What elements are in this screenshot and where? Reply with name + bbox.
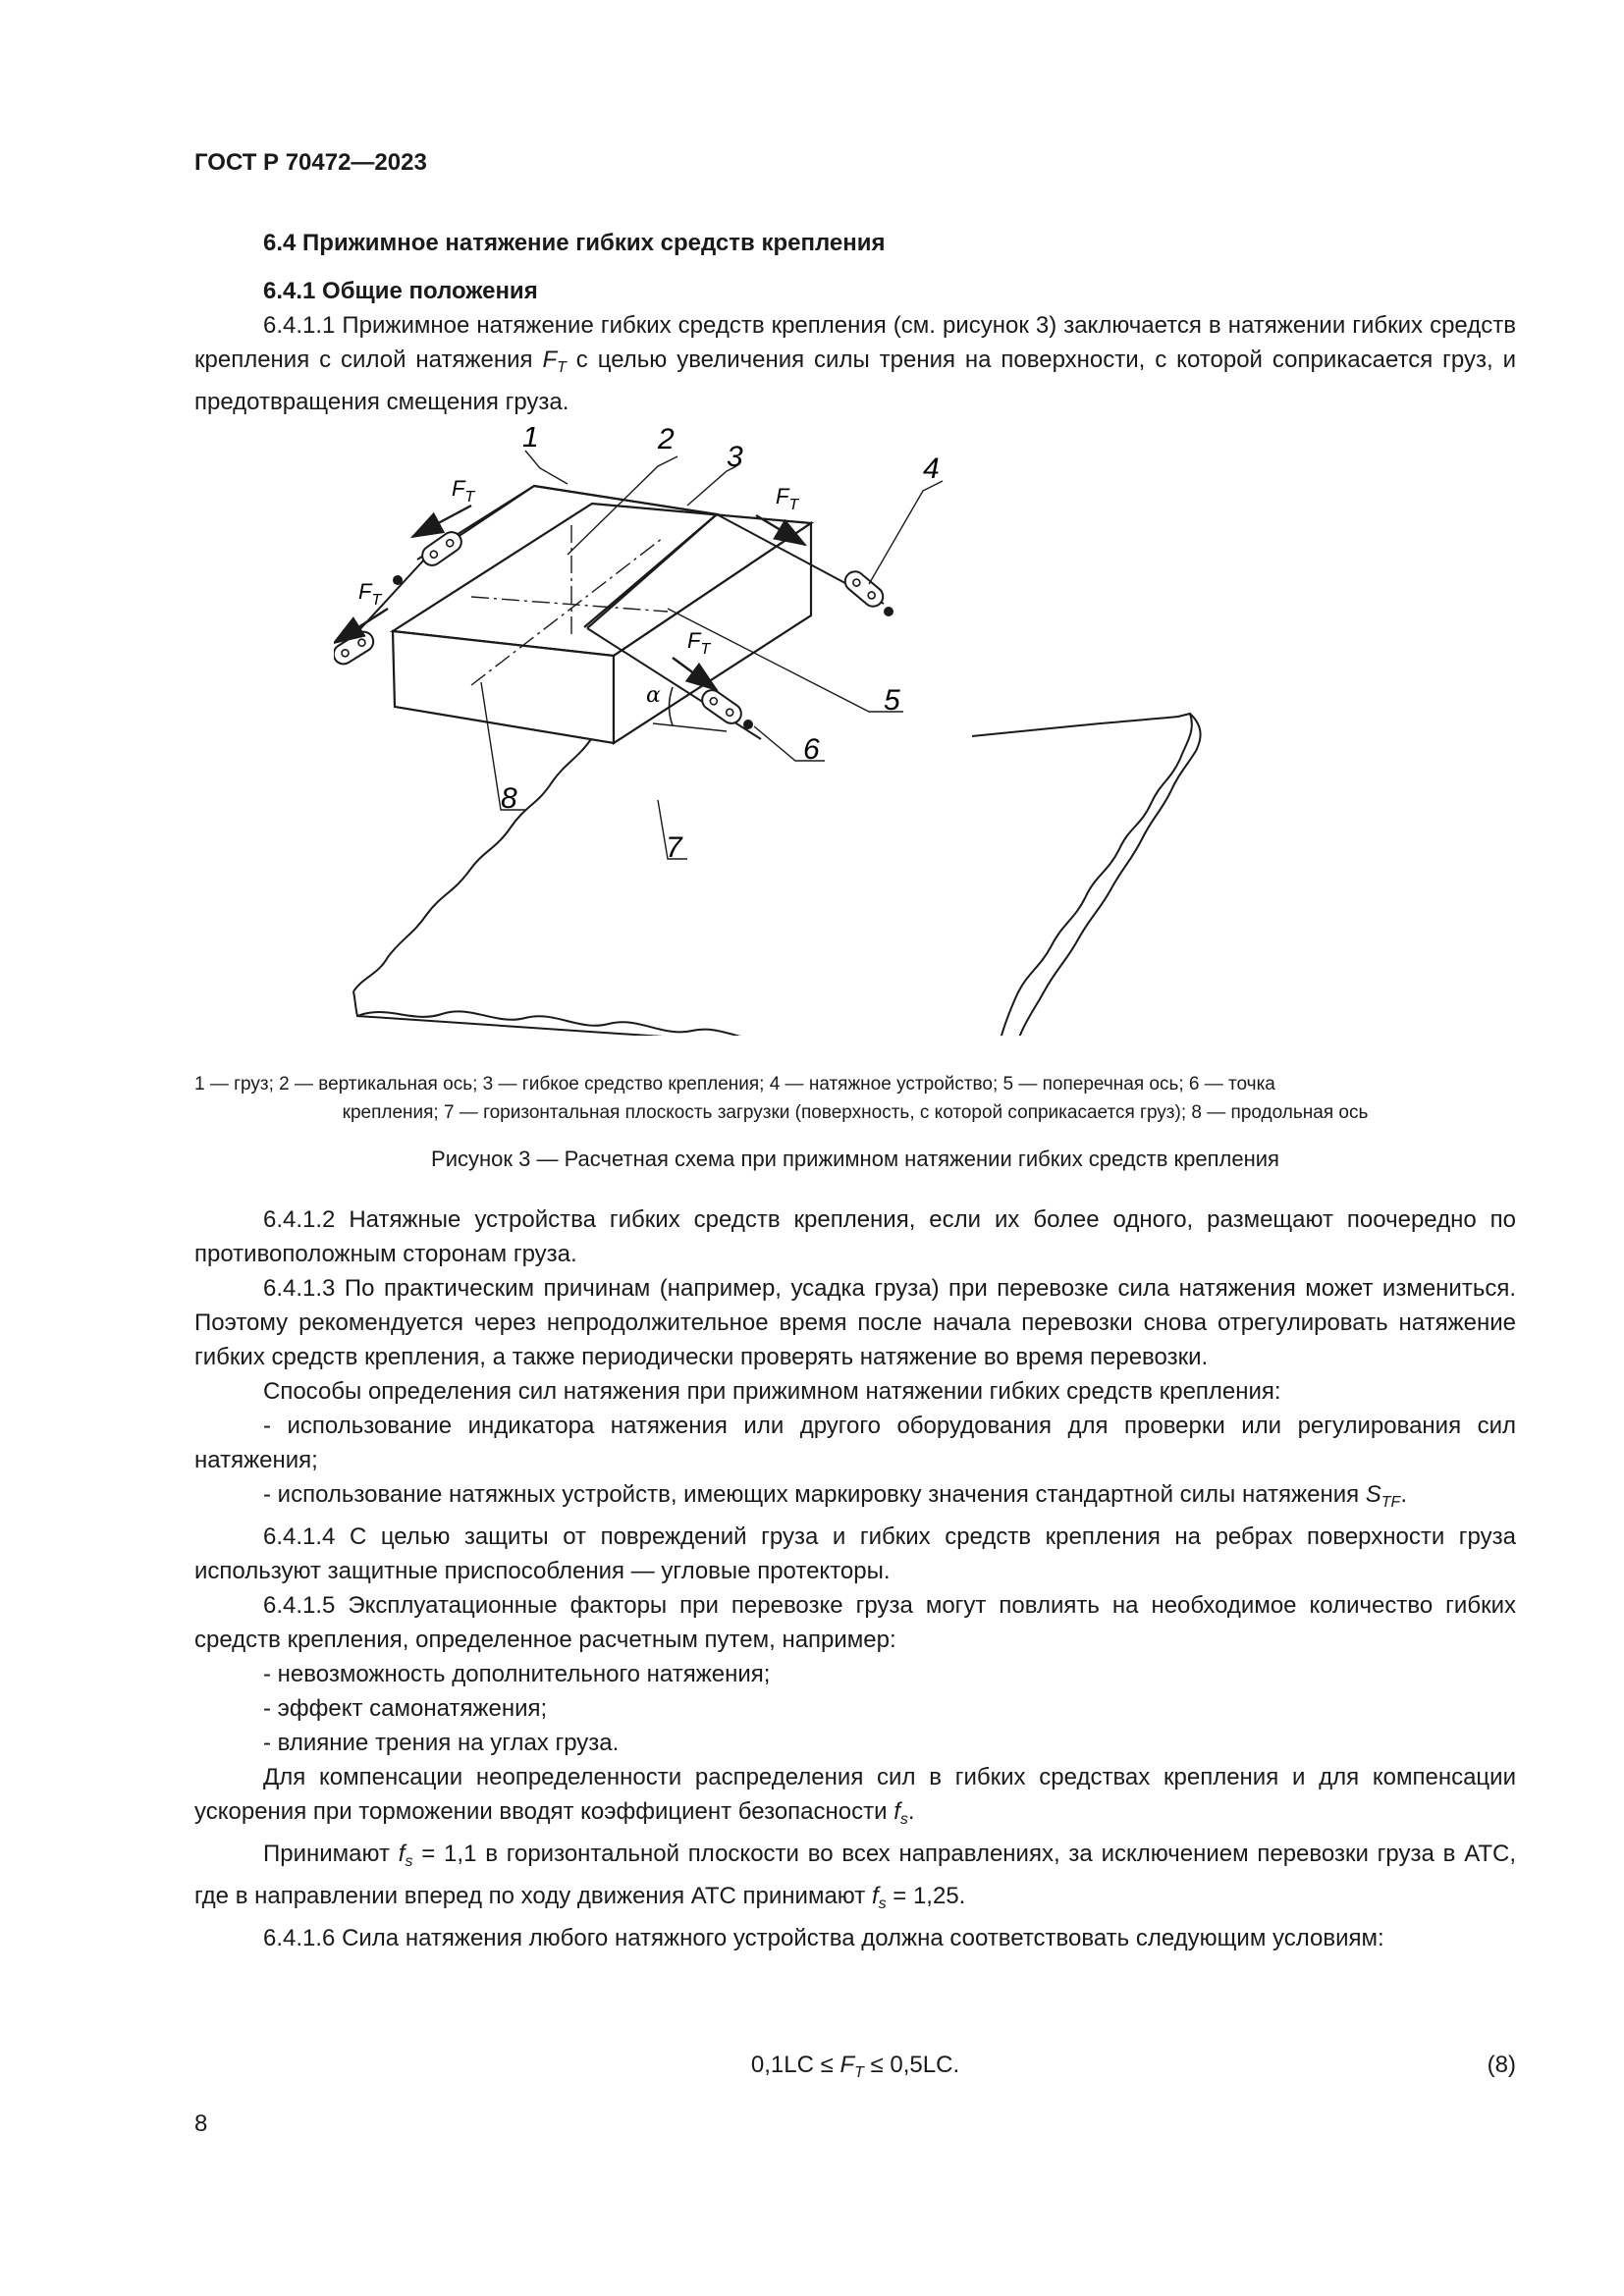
- subsection-title: 6.4.1 Общие положения: [263, 278, 538, 304]
- figure-legend: [194, 1070, 1516, 1127]
- callout-label-6: 6: [803, 733, 820, 766]
- force-label-3: $F_T$: [776, 484, 799, 513]
- alpha-symbol: α: [646, 683, 661, 708]
- paragraph-6-4-1-4: 6.4.1.4 С целью защиты от повреждений груза и гибких средств крепления на ребрах поверхности груза используют защитные приспособления — угловые протекторы.: [194, 1523, 1516, 1584]
- anchor-point-left-upper: [393, 575, 403, 585]
- callout-label-3: 3: [727, 441, 743, 473]
- surface-front-edge: [353, 991, 1001, 1036]
- tension-device-left-lower: [334, 628, 377, 667]
- legend-line-1: 1 — груз; 2 — вертикальная ось; 3 — гибкое средство крепления; 4 — натяжное устройство; 5 — поперечная ось; 6 — точка: [194, 1074, 1275, 1095]
- figure-caption: Рисунок 3 — Расчетная схема при прижимном натяжении гибких средств крепления: [431, 1147, 1279, 1171]
- document-header: ГОСТ Р 70472—2023: [194, 149, 427, 176]
- paragraph-6-4-1-6: 6.4.1.6 Сила натяжения любого натяжного устройства должна соответствовать следующим условиям:: [263, 1925, 1384, 1951]
- figure-3-diagram: [334, 427, 1335, 1036]
- tension-device-front: [698, 686, 745, 727]
- formula-expression: $0,1LC \le F_T \le 0,5LC$.: [750, 2052, 960, 2081]
- paragraph-6-4-1-3: 6.4.1.3 По практическим причинам (например, усадка груза) при перевозке сила натяжения может измениться. Поэтому рекомендуется через непродолжительное время после начала перевозки снова отрегулировать натяжение гибких средств крепления, а также периодически проверять натяжение во время перевозки.: [194, 1275, 1516, 1370]
- list-item-devices: - использование натяжных устройств, имеющих маркировку значения стандартной силы натяжения $S_{TF}$.: [263, 1481, 1407, 1511]
- section-title: 6.4 Прижимное натяжение гибких средств крепления: [263, 230, 886, 256]
- callout-label-5: 5: [884, 684, 900, 717]
- paragraph-6-4-1-1: 6.4.1.1 Прижимное натяжение гибких средств крепления (см. рисунок 3) заключается в натяжении гибких средств крепления с силой натяжения $F_T$ с целью увеличения силы трения на поверхности, с которой соприкасается груз, и предотвращения смещения груза.: [194, 312, 1516, 415]
- surface-left-edge: [353, 712, 617, 991]
- alpha-reference-line: [653, 723, 727, 731]
- callout-label-4: 4: [923, 453, 940, 485]
- body-text: [194, 1202, 1516, 1955]
- tension-device-left-upper: [418, 528, 465, 569]
- list-item-indicator: - использование индикатора натяжения или другого оборудования для проверки или регулирования сил натяжения;: [194, 1413, 1516, 1473]
- force-label-2: $F_T$: [358, 579, 382, 609]
- leader-line-1: [525, 451, 568, 484]
- paragraph-safety-factor: Для компенсации неопределенности распределения сил в гибких средствах крепления и для компенсации ускорения при торможении вводят коэффициент безопасности $f_s$.: [194, 1764, 1516, 1828]
- list-item-2: - эффект самонатяжения;: [263, 1695, 548, 1722]
- callout-label-8: 8: [501, 782, 517, 815]
- list-item-3: - влияние трения на углах груза.: [263, 1730, 620, 1756]
- force-label-1: $F_T$: [452, 476, 475, 506]
- page-number: 8: [194, 2110, 208, 2137]
- surface-thickness-wave: [357, 1011, 1001, 1036]
- paragraph-methods: Способы определения сил натяжения при прижимном натяжении гибких средств крепления:: [263, 1378, 1281, 1405]
- paragraph-6-4-1-5: 6.4.1.5 Эксплуатационные факторы при перевозке груза могут повлиять на необходимое количество гибких средств крепления, определенное расчетным путем, например:: [194, 1592, 1516, 1653]
- paragraph-fs-values: Принимают $f_s = 1,1$ в горизонтальной плоскости во всех направлениях, за исключением перевозки груза в АТС, где в направлении вперед по ходу движения АТС принимают $f_s = 1,25$.: [194, 1841, 1516, 1912]
- leader-line-4: [869, 481, 943, 584]
- intro-block: [194, 226, 1516, 419]
- paragraph-6-4-1-2: 6.4.1.2 Натяжные устройства гибких средств крепления, если их более одного, размещают поочередно по противоположным сторонам груза.: [194, 1206, 1516, 1267]
- formula-8: [194, 2052, 1516, 2087]
- callout-label-1: 1: [522, 427, 539, 454]
- callout-label-2: 2: [658, 427, 675, 455]
- callout-label-7: 7: [666, 831, 682, 864]
- legend-line-2: крепления; 7 — горизонтальная плоскость загрузки (поверхность, с которой соприкасается груз); 8 — продольная ось: [342, 1102, 1369, 1123]
- formula-number: (8): [1487, 2052, 1516, 2078]
- anchor-point-front: [743, 720, 753, 729]
- list-item-1: - невозможность дополнительного натяжения;: [263, 1661, 771, 1687]
- tension-device-right: [841, 567, 888, 611]
- force-arrow-left-upper: [412, 506, 471, 537]
- anchor-point-right: [884, 607, 893, 616]
- force-label-4: $F_T$: [687, 628, 711, 658]
- surface-right-edge: [972, 714, 1192, 1036]
